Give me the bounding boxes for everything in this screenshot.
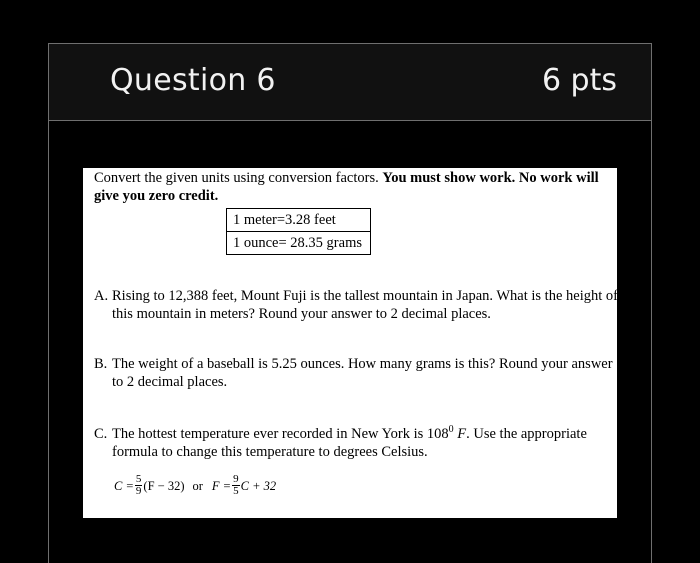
fraction-numerator: 9 [233, 473, 239, 485]
degree-superscript: 0 [448, 424, 454, 436]
question-image [83, 168, 617, 518]
instructions-bold: You must show work. No work will give you zero credit. [94, 170, 599, 204]
formula-c-rhs: (F − 32) [143, 478, 185, 493]
formula-c-lhs: C = [114, 478, 134, 493]
part-b [94, 355, 620, 391]
table-row [227, 232, 371, 255]
fraction-denominator: 9 [135, 485, 142, 497]
part-a-letter: A. [94, 288, 109, 304]
formula-f-lhs: F = [211, 478, 232, 493]
part-c-text-after: . Use the appropriate formula to change this temperature to degrees Celsius. [112, 426, 587, 460]
instructions [94, 169, 609, 205]
fraction-denominator: 5 [233, 485, 239, 497]
fraction-five-ninths [135, 474, 143, 497]
part-b-letter: B. [94, 356, 108, 372]
part-a [94, 287, 620, 323]
fahrenheit-unit: F [457, 426, 467, 442]
fraction-numerator: 5 [135, 473, 142, 485]
fraction-nine-fifths [232, 474, 240, 497]
part-b-text: The weight of a baseball is 5.25 ounces. How many grams is this? Round your answer to 2 decimal places. [112, 356, 613, 390]
conversion-table [226, 208, 371, 255]
part-c [94, 425, 620, 461]
instructions-text: Convert the given units using conversion factors. [94, 170, 379, 186]
formula-f-rhs: C + 32 [240, 478, 277, 493]
table-row [227, 209, 371, 232]
formula-or: or [192, 478, 203, 493]
part-a-text: Rising to 12,388 feet, Mount Fuji is the tallest mountain in Japan. What is the height of this mountain in meters? Round your answer to 2 decimal places. [112, 288, 618, 322]
conversion-meter: 1 meter=3.28 feet [227, 209, 371, 232]
question-title: Question 6 [110, 63, 276, 98]
question-header [49, 44, 651, 121]
temperature-formula [114, 474, 276, 497]
question-points: 6 pts [541, 63, 617, 98]
part-c-letter: C. [94, 426, 108, 442]
part-c-text-before: The hottest temperature ever recorded in New York is 108 [112, 426, 449, 442]
conversion-ounce: 1 ounce= 28.35 grams [227, 232, 371, 255]
